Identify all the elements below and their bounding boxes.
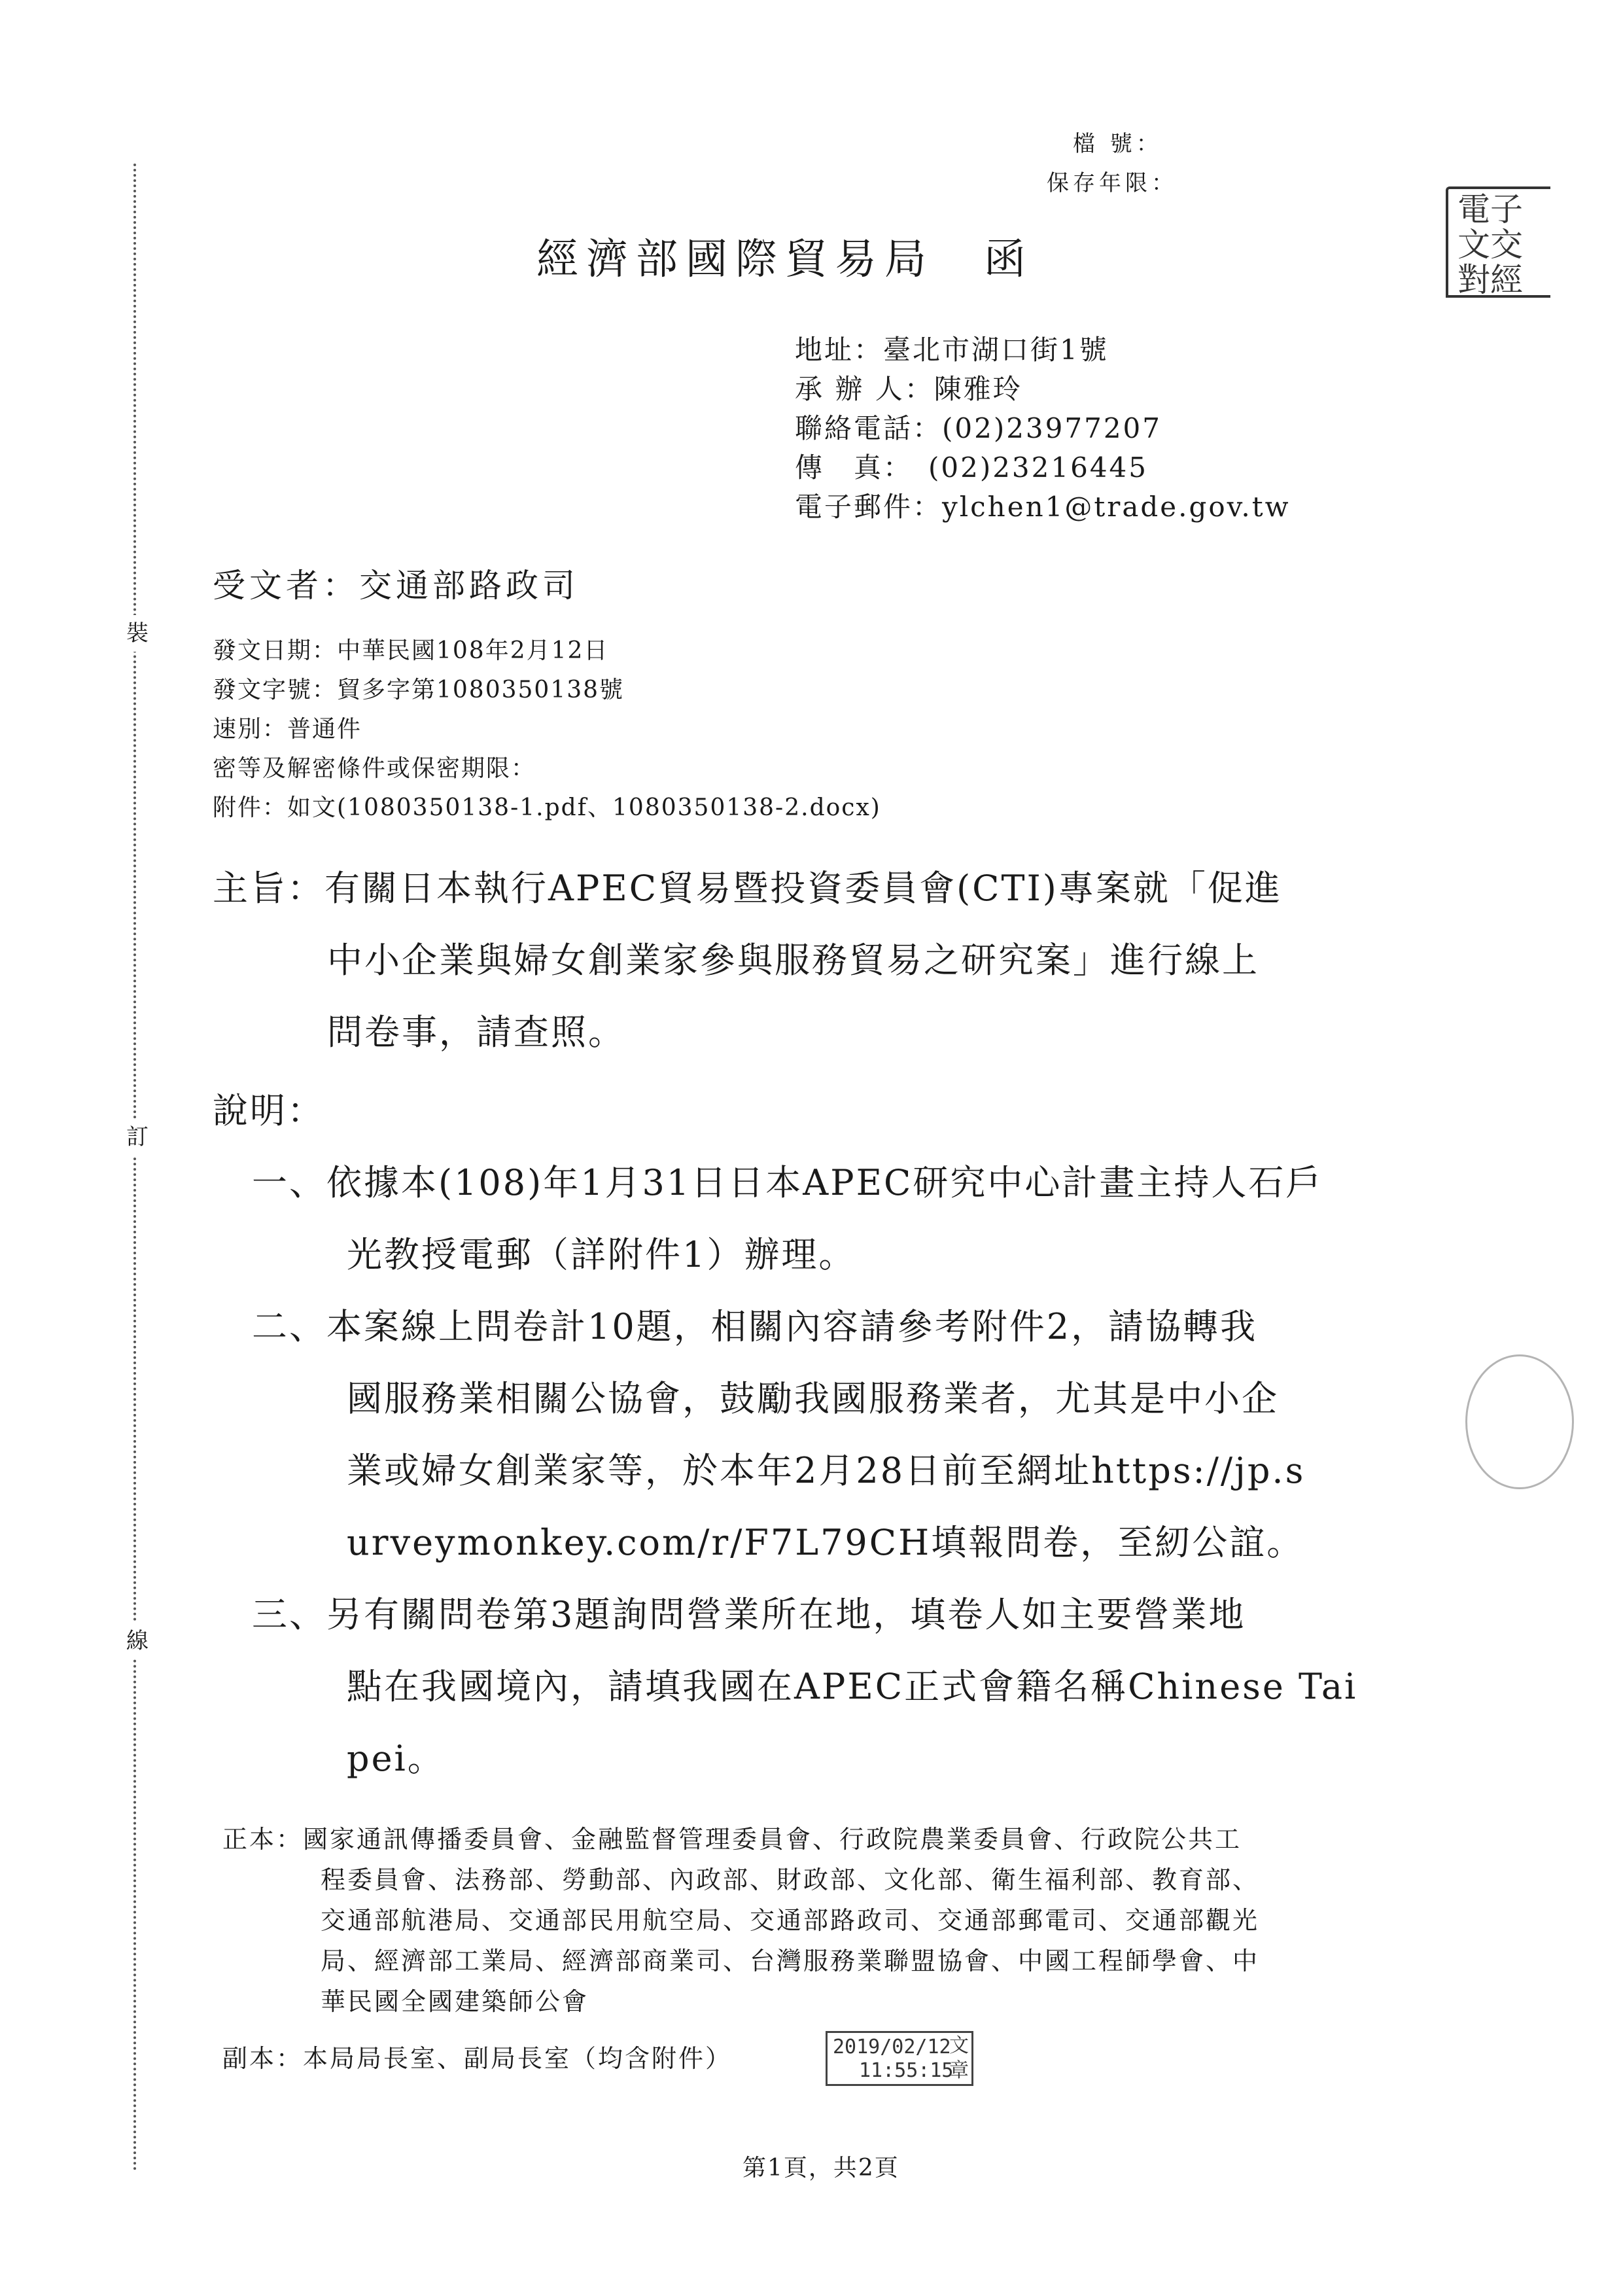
subject-line-3: 問卷事，請查照。: [327, 1012, 625, 1053]
faint-seal-mark: [1465, 1354, 1574, 1489]
original-recipients-line-3: 交通部航港局、交通部民用航空局、交通部路政司、交通部郵電司、交通部觀光: [321, 1906, 1260, 1935]
contact-address: 地址：臺北市湖口街1號: [795, 334, 1109, 366]
original-recipients-line-2: 程委員會、法務部、勞動部、內政部、財政部、文化部、衛生福利部、教育部、: [321, 1865, 1260, 1894]
explanation-heading: 說明：: [213, 1090, 324, 1131]
stamp-line-1: 電子: [1457, 190, 1523, 228]
subject-line-2: 中小企業與婦女創業家參與服務貿易之研究案」進行線上: [327, 940, 1259, 981]
electronic-document-stamp: [1446, 186, 1550, 298]
explanation-item-2-line-1: 二、本案線上問卷計10題，相關內容請參考附件2，請協轉我: [252, 1306, 1258, 1347]
binding-line: [133, 164, 136, 2172]
stamp-date: 2019/02/12: [833, 2036, 951, 2058]
binding-mark-stitch: 訂: [124, 1119, 150, 1156]
contact-email: 電子郵件：ylchen1@trade.gov.tw: [795, 491, 1291, 523]
explanation-item-3-line-1: 三、另有關問卷第3題詢問營業所在地，填卷人如主要營業地: [252, 1594, 1246, 1635]
explanation-item-2-line-2: 國服務業相關公協會，鼓勵我國服務業者，尤其是中小企: [347, 1378, 1279, 1419]
document-meta: [213, 631, 881, 828]
explanation-item-2-line-3: 業或婦女創業家等，於本年2月28日前至網址https://jp.s: [347, 1450, 1306, 1491]
original-recipients-line-1: 正本：國家通訊傳播委員會、金融監督管理委員會、行政院農業委員會、行政院公共工: [222, 1825, 1242, 1854]
archive-number-label: 檔 號：: [1073, 131, 1162, 157]
original-recipients-line-5: 華民國全國建築師公會: [321, 1987, 589, 2016]
page-number: 第1頁，共2頁: [742, 2155, 899, 2181]
stamp-mark-1: 文: [949, 2034, 969, 2057]
stamp-line-2: 文交: [1457, 226, 1523, 264]
retention-period-label: 保存年限：: [1047, 170, 1178, 196]
contact-block: [795, 330, 1291, 527]
binding-mark-bind: 裝: [124, 615, 150, 652]
explanation-item-2-line-4: urveymonkey.com/r/F7L79CH填報問卷，至紉公誼。: [347, 1522, 1304, 1563]
stamp-time: 11:55:15: [859, 2059, 954, 2082]
explanation-item-1-line-2: 光教授電郵（詳附件1）辦理。: [347, 1234, 856, 1275]
copy-recipients: 副本：本局局長室、副局長室（均含附件）: [222, 2044, 733, 2073]
binding-mark-line: 線: [124, 1623, 150, 1659]
original-recipients-line-4: 局、經濟部工業局、經濟部商業司、台灣服務業聯盟協會、中國工程師學會、中: [321, 1947, 1260, 1975]
explanation-item-3-line-2: 點在我國境內，請填我國在APEC正式會籍名稱Chinese Tai: [347, 1666, 1358, 1707]
document-title: 經濟部國際貿易局 函: [536, 236, 1034, 284]
secrecy-level: 密等及解密條件或保密期限：: [213, 755, 536, 782]
stamp-mark-2: 章: [949, 2059, 969, 2082]
date-time-stamp: [826, 2031, 973, 2086]
contact-handler: 承 辦 人：陳雅玲: [795, 373, 1022, 405]
document-number: 發文字號：貿多字第1080350138號: [213, 677, 625, 703]
explanation-item-3-line-3: pei。: [347, 1738, 445, 1779]
issue-date: 發文日期：中華民國108年2月12日: [213, 637, 609, 664]
recipient-line: 受文者：交通部路政司: [213, 567, 579, 605]
attachments-line: 附件：如文(1080350138-1.pdf、1080350138-2.docx): [213, 794, 881, 821]
explanation-item-1-line-1: 一、依據本(108)年1月31日日本APEC研究中心計畫主持人石戶: [252, 1162, 1323, 1203]
contact-phone: 聯絡電話：(02)23977207: [795, 412, 1162, 444]
subject-line-1: 主旨：有關日本執行APEC貿易暨投資委員會(CTI)專案就「促進: [213, 868, 1282, 909]
stamp-line-3: 對經: [1457, 261, 1523, 299]
contact-fax: 傳 真： (02)23216445: [795, 451, 1148, 484]
speed-category: 速別：普通件: [213, 716, 362, 743]
